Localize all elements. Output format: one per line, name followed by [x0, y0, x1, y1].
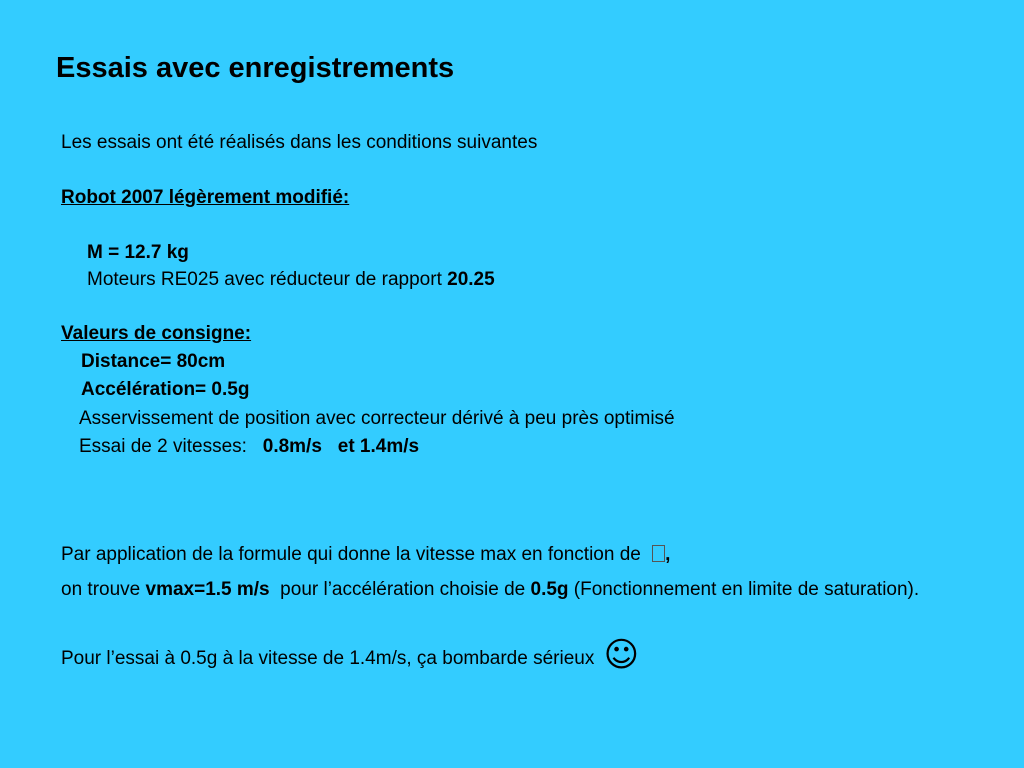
vmax-mid: pour l’accélération choisie de [269, 579, 531, 600]
conclusion-line-3 [61, 635, 991, 675]
vmax-prefix: on trouve [61, 579, 146, 600]
speed-value-1: 0.8m/s [262, 436, 322, 457]
speeds-separator [322, 436, 338, 457]
missing-glyph-box-icon [652, 545, 665, 562]
robot-heading: Robot 2007 légèrement modifié: [61, 187, 350, 208]
vmax-value: vmax=1.5 m/s [145, 579, 270, 600]
saturation-note: (Fonctionnement en limite de saturation). [568, 579, 920, 600]
setpoints-heading: Valeurs de consigne: [61, 323, 252, 344]
speeds-label: Essai de 2 vitesses: [79, 436, 263, 457]
robot-motors-ratio: 20.25 [447, 269, 495, 290]
setpoint-distance: Distance= 80cm [81, 351, 226, 372]
speed-value-2: et 1.4m/s [337, 436, 420, 457]
setpoint-acceleration: Accélération= 0.5g [81, 379, 250, 400]
intro-text: Les essais ont été réalisés dans les conditions suivantes [61, 132, 538, 153]
smiley-face-icon: ☺ [603, 635, 640, 675]
robot-motors [87, 268, 495, 292]
essay-remark: Pour l’essai à 0.5g à la vitesse de 1.4m/s, ça bombarde sérieux [61, 648, 600, 669]
slide-title: Essais avec enregistrements [56, 52, 455, 84]
setpoint-servo: Asservissement de position avec correcteur dérivé à peu près optimisé [79, 408, 675, 429]
setpoint-speeds [79, 435, 419, 459]
robot-mass: M = 12.7 kg [87, 242, 189, 263]
formula-text: Par application de la formule qui donne la vitesse max en fonction de [61, 544, 647, 565]
formula-comma: , [665, 544, 671, 565]
robot-motors-text: Moteurs RE025 avec réducteur de rapport [87, 269, 448, 290]
conclusion-line-1 [61, 542, 991, 567]
chosen-acceleration: 0.5g [530, 579, 569, 600]
conclusion-line-2 [61, 577, 991, 602]
